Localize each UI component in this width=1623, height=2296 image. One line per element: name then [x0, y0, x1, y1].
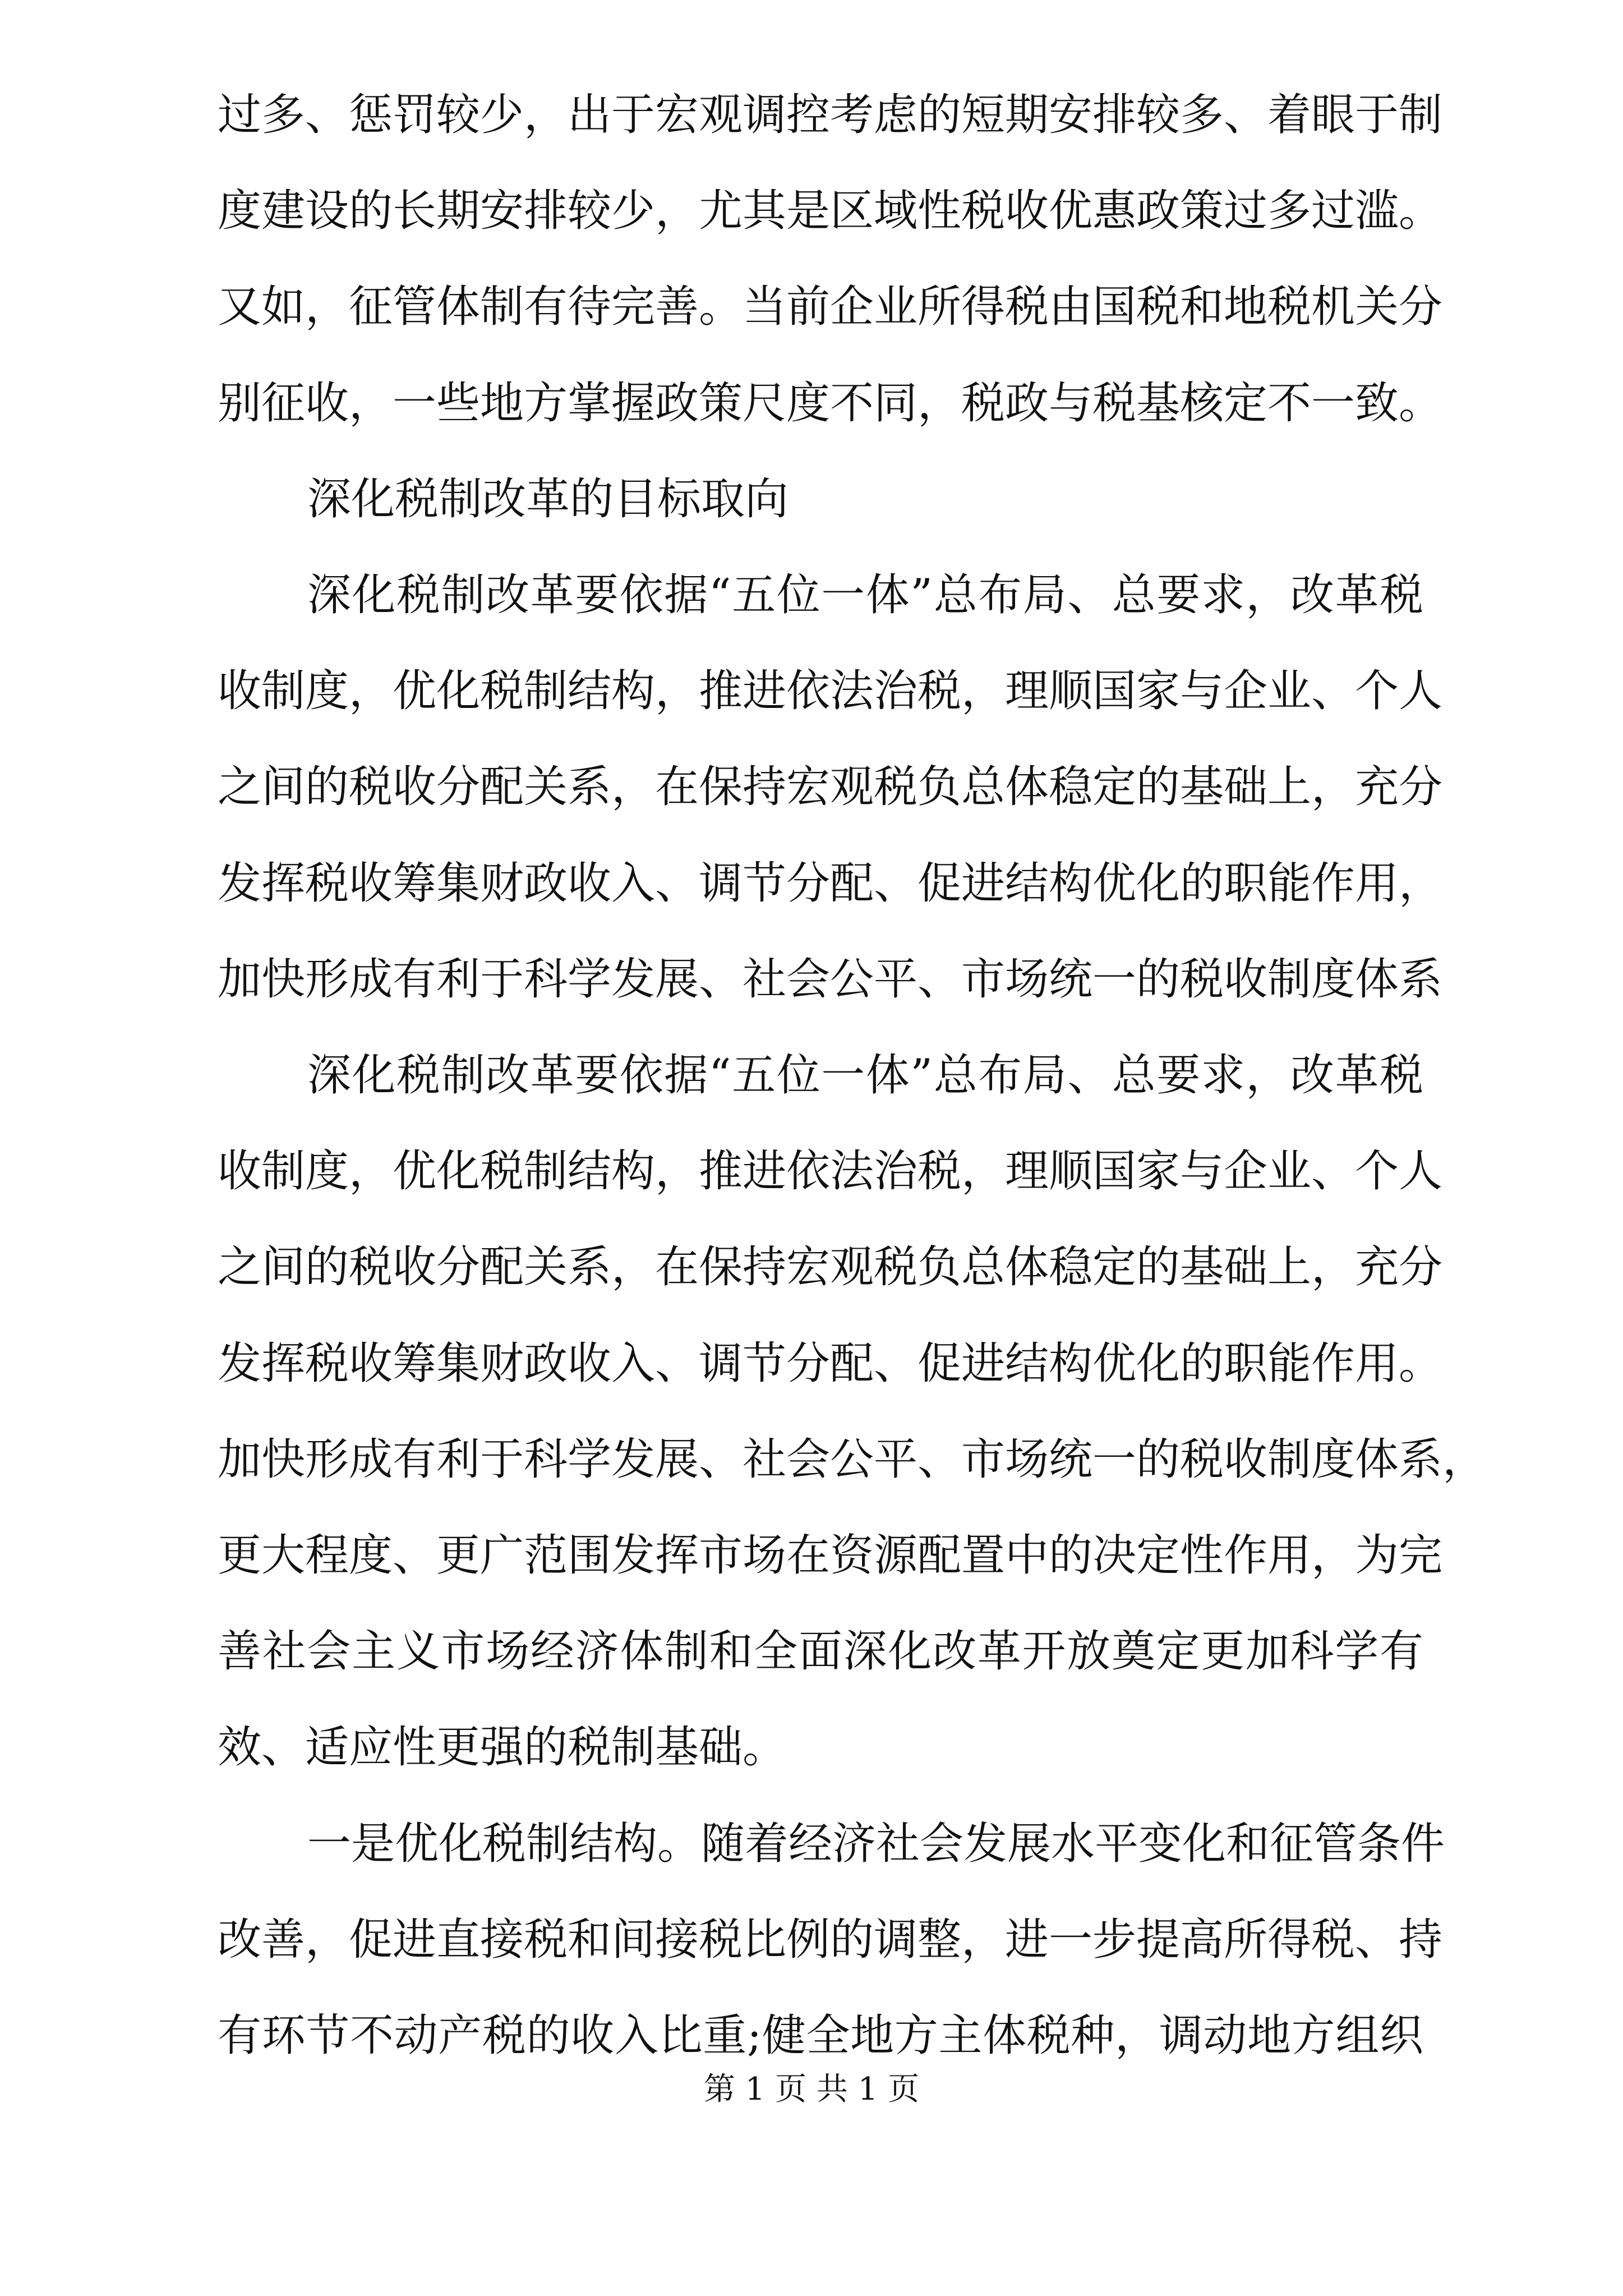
text-line: 效、适应性更强的税制基础。	[218, 1722, 787, 1773]
text-line: 深化税制改革要依据“五位一体”总布局、总要求，改革税	[307, 1050, 1423, 1101]
text-line: 更大程度、更广范围发挥市场在资源配置中的决定性作用，为完	[218, 1530, 1443, 1581]
text-line: 加快形成有利于科学发展、社会公平、市场统一的税收制度体系，	[218, 1434, 1487, 1485]
text-line: 之间的税收分配关系，在保持宏观税负总体稳定的基础上，充分	[218, 762, 1443, 812]
text-line: 深化税制改革要依据“五位一体”总布局、总要求，改革税	[307, 570, 1423, 620]
text-line: 收制度，优化税制结构，推进依法治税，理顺国家与企业、个人	[218, 666, 1443, 716]
section-heading: 深化税制改革的目标取向	[307, 474, 789, 524]
text-line: 一是优化税制结构。随着经济社会发展水平变化和征管条件	[307, 1819, 1445, 1869]
page-number-footer: 第 1 页 共 1 页	[703, 2071, 920, 2108]
text-line: 善社会主义市场经济体制和全面深化改革开放奠定更加科学有	[218, 1626, 1423, 1677]
text-line: 有环节不动产税的收入比重;健全地方主体税种，调动地方组织	[218, 2010, 1423, 2061]
text-line: 之间的税收分配关系，在保持宏观税负总体稳定的基础上，充分	[218, 1242, 1443, 1292]
text-line: 发挥税收筹集财政收入、调节分配、促进结构优化的职能作用。	[218, 1338, 1443, 1389]
text-line: 度建设的长期安排较少，尤其是区域性税收优惠政策过多过滥。	[218, 186, 1443, 236]
text-line: 发挥税收筹集财政收入、调节分配、促进结构优化的职能作用，	[218, 858, 1443, 909]
text-line: 改善，促进直接税和间接税比例的调整，进一步提高所得税、持	[218, 1915, 1443, 1965]
text-line: 加快形成有利于科学发展、社会公平、市场统一的税收制度体系	[218, 954, 1443, 1005]
text-line: 收制度，优化税制结构，推进依法治税，理顺国家与企业、个人	[218, 1146, 1443, 1197]
text-line: 过多、惩罚较少，出于宏观调控考虑的短期安排较多、着眼于制	[218, 90, 1443, 140]
text-line: 别征收，一些地方掌握政策尺度不同，税政与税基核定不一致。	[218, 378, 1443, 429]
text-line: 又如，征管体制有待完善。当前企业所得税由国税和地税机关分	[218, 282, 1443, 332]
